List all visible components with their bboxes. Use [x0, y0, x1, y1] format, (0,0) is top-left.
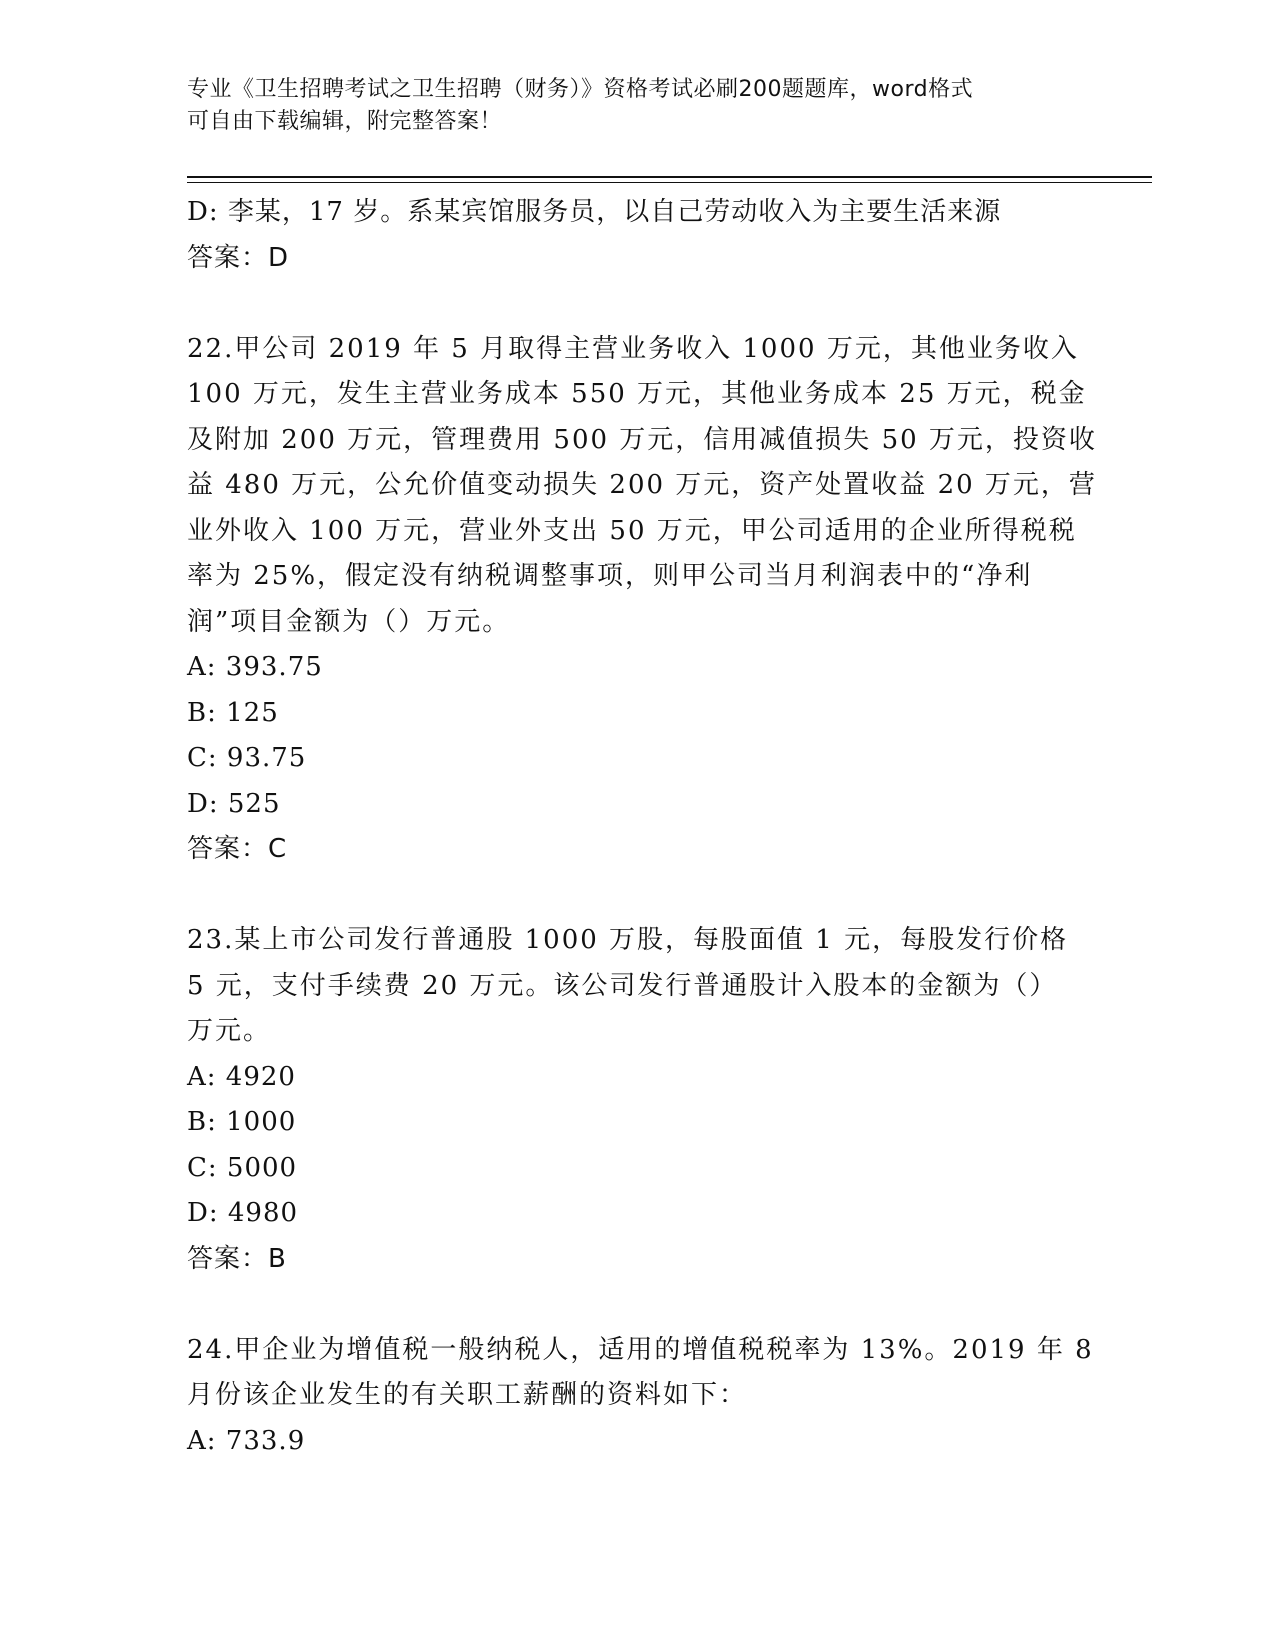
question-23	[187, 918, 1067, 1282]
q22-option-d: D: 525	[187, 788, 281, 819]
q22-text-line: 业外收入 100 万元，营业外支出 50 万元，甲公司适用的企业所得税税	[187, 515, 1077, 546]
q24-option-a: A: 733.9	[187, 1425, 306, 1456]
header-divider-thin	[187, 182, 1152, 183]
q22-option-c: C: 93.75	[187, 743, 307, 773]
q23-text-line: 5 元，支付手续费 20 万元。该公司发行普通股计入股本的金额为（）	[187, 970, 1058, 1001]
q22-text-line: 及附加 200 万元，管理费用 500 万元，信用减值损失 50 万元，投资收	[187, 424, 1097, 455]
question-22	[187, 327, 1097, 873]
q22-text-line: 润”项目金额为（）万元。	[187, 606, 511, 637]
q24-text-line: 24.甲企业为增值税一般纳税人，适用的增值税税率为 13%。2019 年 8	[187, 1334, 1094, 1365]
q23-answer: 答案：B	[187, 1243, 287, 1274]
page-header	[187, 74, 1067, 138]
q22-text-line: 益 480 万元，公允价值变动损失 200 万元，资产处置收益 20 万元，营	[187, 470, 1097, 500]
q23-option-a: A: 4920	[187, 1061, 296, 1092]
header-line-1: 专业《卫生招聘考试之卫生招聘（财务）》资格考试必刷200题题库，word格式	[187, 77, 974, 102]
q23-text-line: 万元。	[187, 1016, 272, 1046]
q24-text-line: 月份该企业发生的有关职工薪酬的资料如下：	[187, 1380, 748, 1410]
q22-answer: 答案：C	[187, 834, 288, 864]
q23-text-line: 23.某上市公司发行普通股 1000 万股，每股面值 1 元，每股发行价格	[187, 925, 1069, 955]
q22-option-b: B: 125	[187, 697, 279, 728]
q23-option-d: D: 4980	[187, 1198, 299, 1228]
q23-option-c: C: 5000	[187, 1152, 298, 1183]
q22-text-line: 100 万元，发生主营业务成本 550 万元，其他业务成本 25 万元，税金	[187, 379, 1087, 409]
q22-text-line: 率为 25%，假定没有纳税调整事项，则甲公司当月利润表中的“净利	[187, 561, 1033, 591]
header-divider-thick	[187, 176, 1152, 178]
q22-option-a: A: 393.75	[187, 652, 323, 682]
header-line-2: 可自由下载编辑，附完整答案！	[187, 109, 503, 134]
q23-option-b: B: 1000	[187, 1107, 297, 1137]
question-24	[187, 1328, 1094, 1465]
page-content	[187, 190, 1097, 1464]
q21-answer: 答案：D	[187, 242, 290, 273]
q22-text-line: 22.甲公司 2019 年 5 月取得主营业务收入 1000 万元，其他业务收入	[187, 333, 1079, 364]
q21-option-d: D: 李某，17 岁。系某宾馆服务员，以自己劳动收入为主要生活来源	[187, 197, 1002, 227]
